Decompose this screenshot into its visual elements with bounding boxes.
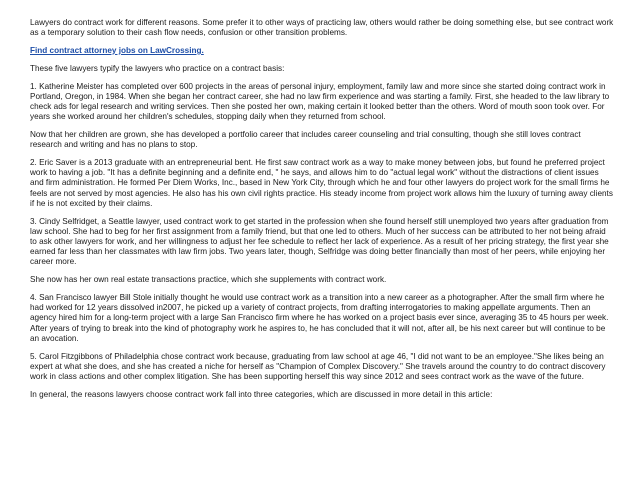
intro-paragraph: Lawyers do contract work for different reasons. Some prefer it to other ways of practicing law, others would rather be doing something else, but see contract work as a temporary solution to their cash flow needs, confusion or other transition problems.	[30, 18, 614, 38]
lawcrossing-link[interactable]: Find contract attorney jobs on LawCrossing.	[30, 46, 204, 55]
paragraph-selfridget: 3. Cindy Selfridget, a Seattle lawyer, used contract work to get started in the profession when she found herself still unemployed two years after graduation from law school. She had to beg for her first assignment from a family friend, but that one led to others. Much of her success can be attributed to her not being afraid to ask other lawyers for work, and her willingness to adjust her fee schedule to reflect her lack of experience. As a result of her pricing strategy, the first year she earned far less than her classmates with law firm jobs. Two years later, though, Selfridge was doing better financially than most of her peers, while enjoying her career more.	[30, 216, 609, 267]
paragraph-fitzgibbons: 5. Carol Fitzgibbons of Philadelphia chose contract work because, graduating from law school at age 46, "I did not want to be an employee."She likes being an expert at what she does, and she has created a niche for herself as "Champion of Complex Discovery." She travels around the country to do contract discovery work in class actions and other complex litigation. She has been supporting herself this way since 2012 and sees contract work as the wave of the future.	[30, 351, 606, 382]
closing-paragraph: In general, the reasons lawyers choose contract work fall into three categories, which are discussed in more detail in this article:	[30, 389, 493, 399]
paragraph-saver: 2. Eric Saver is a 2013 graduate with an entrepreneurial bent. He first saw contract work as a way to make money between jobs, but found he preferred project work to having a job. "It has a definite beginning and a definite end, " he says, and allows him to do "actual legal work" without the distractions of client issues and firm administration. He formed Per Diem Works, Inc., based in New York City, through which he and four other lawyers do project work for the small firms he feels are not served by most agencies. He also has his own civil rights practice. His steady income from project work allows him the luxury of turning away clients if he is not excited by their claims.	[30, 158, 613, 208]
paragraph-meister: 1. Katherine Meister has completed over 600 projects in the areas of personal injury, employment, family law and more since she started doing contract work in Portland, Oregon, in 1984. When she began her contract career, she had no law firm experience and was starting a family. First, she headed to the law library to check ads for legal research and writing services. Then she posted her own, making certain it looked better than the others. Word of mouth soon took over. For years she worked around her children's schedules, stopping daily when they returned from school.	[30, 81, 610, 122]
paragraph-stole: 4. San Francisco lawyer Bill Stole initially thought he would use contract work as a transition into a new career as a photographer. After the small firm where he had worked for 12 years dissolved in2007, he picked up a variety of contract projects, from drafting interrogatories to making appellate arguments. Then an agency hired him for a long-term project with a large San Francisco firm where he has worked on a project basis ever since, averaging 35 to 45 hours per week. After years of trying to break into the kind of photography work he aspires to, he has concluded that it will not, after all, be his next career but will continue to be an avocation.	[30, 293, 609, 343]
typify-paragraph: These five lawyers typify the lawyers who practice on a contract basis:	[30, 63, 285, 73]
paragraph-selfridget-continued: She now has her own real estate transactions practice, which she supplements with contract work.	[30, 275, 387, 285]
article-body	[30, 18, 614, 408]
paragraph-meister-continued: Now that her children are grown, she has developed a portfolio career that includes career counseling and trial consulting, though she still loves contract research and writing and has no plans to stop.	[30, 130, 581, 150]
link-paragraph	[30, 46, 614, 56]
